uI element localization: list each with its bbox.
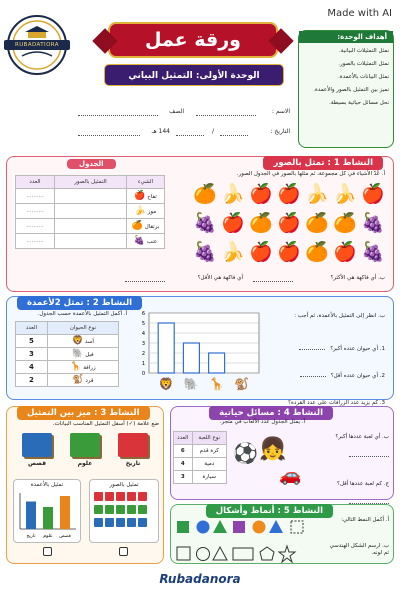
animal-table-header-count: العدد (16, 322, 48, 335)
bar-representation-box (13, 479, 81, 543)
animal-icon: 🦁 (71, 336, 84, 346)
name-label: الاسم : (271, 108, 290, 115)
student-info (60, 104, 290, 144)
activity1-title: النشاط 1 : تمثل بالصور (263, 156, 383, 170)
activity3-instruction: ضع علامة (✓) أسفل التمثيل المناسب البيانات. (52, 421, 159, 427)
fruit-picture: 🍊 (305, 241, 329, 263)
fruit-picture: 🍊 (193, 183, 217, 205)
animal-table-header-type: نوع الحيوان (47, 322, 118, 335)
mini-book-icon (127, 492, 136, 501)
mini-book-icon (138, 505, 147, 514)
fruit-picture: 🍎 (333, 241, 357, 263)
fruit-table-item (127, 189, 165, 204)
fruit-icon: 🍌 (134, 206, 146, 216)
fruit-picture: 🍎 (277, 241, 301, 263)
animal-table-row (16, 348, 119, 361)
picture-representation-title: تمثيل بالصور (109, 482, 139, 488)
chart-animal-icon: 🐘 (183, 377, 199, 391)
toys-table-header-count: العدد (174, 432, 193, 445)
animal-count: 4 (16, 361, 48, 374)
activity5-panel (170, 504, 394, 564)
chart-y-tick: 6 (141, 311, 145, 317)
activity2-answer-field[interactable] (299, 349, 325, 350)
fruit-picture: 🍇 (361, 241, 385, 263)
activity4-intro: أ. يمثل الجدول عدد الألعاب في متجر. (219, 419, 305, 425)
name-field[interactable] (196, 115, 256, 116)
fruit-picture: 🍊 (249, 212, 273, 234)
chart-animal-icon: 🐒 (234, 377, 250, 391)
fruit-picture: 🍊 (333, 212, 357, 234)
mini-bar (26, 502, 36, 530)
mini-picture-row (94, 492, 154, 501)
fruit-name: عنب (146, 239, 158, 245)
answer-most-field[interactable] (253, 281, 293, 282)
fruit-table-item (127, 219, 165, 234)
mini-picture-chart (90, 489, 158, 534)
mini-book-icon (116, 518, 125, 527)
fruit-count-cell[interactable]: .......... (16, 234, 55, 249)
mini-bar-label: علوم (43, 534, 53, 539)
date-label: التاريخ : (270, 128, 290, 135)
chart-y-tick: 5 (141, 321, 145, 327)
activity2-question-text: 3. كم يزيد عدد الزرافات على عدد القردة؟ (288, 400, 385, 406)
activity4-question-text: ب. أي لعبة عددها أكبر؟ (335, 434, 389, 440)
question-most (330, 275, 385, 282)
animal-count: 2 (16, 374, 48, 387)
activity1-panel (6, 156, 394, 292)
activity5-q2: ب. ارسم الشكل الهندسي ثم لونه. (329, 543, 389, 556)
toy-name: كرة قدم (192, 445, 226, 458)
book-label: تاريخ (125, 460, 141, 467)
animal-table-row (16, 335, 119, 348)
toy-name: دمية (192, 458, 226, 471)
chart-y-tick: 3 (141, 341, 145, 347)
book-item (17, 433, 57, 471)
book-icon (70, 433, 100, 457)
animal-cell (47, 374, 118, 387)
draw-triangle[interactable] (213, 547, 227, 560)
fruit-table-header-item: الشيء (127, 176, 165, 189)
fruit-picture: 🍌 (305, 183, 329, 205)
toy-count: 6 (174, 445, 193, 458)
activity3-title: النشاط 3 : ميز بين التمثيل (17, 406, 150, 420)
activity2-question-text: 2. أي حيوان عدده أقل؟ (330, 373, 385, 379)
mini-book-icon (105, 518, 114, 527)
book-item (65, 433, 105, 471)
animal-cell (47, 361, 118, 374)
fruit-name: تفاح (147, 194, 157, 200)
mini-book-icon (94, 505, 103, 514)
draw-circle[interactable] (197, 548, 210, 561)
toys-table-row (174, 445, 227, 458)
chart-y-tick: 4 (141, 331, 145, 337)
mini-bar-label: تاريخ (26, 534, 36, 539)
fruit-count-cell[interactable]: .......... (16, 189, 55, 204)
fruit-table-header-count: العدد (16, 176, 55, 189)
animal-count: 5 (16, 335, 48, 348)
pattern-circle-2 (253, 521, 266, 534)
animal-name: قرد (85, 378, 94, 384)
chart-animal-icon: 🦒 (209, 377, 225, 391)
activity2-instruction: أ. أكمل التمثيل بالأعمدة حسب الجدول. (37, 311, 127, 317)
activity4-answer-field[interactable] (349, 456, 389, 457)
fruit-icon: 🍇 (133, 236, 146, 246)
page-title: ورقة عمل (144, 29, 241, 51)
watermark: Made with AI (327, 8, 392, 19)
fruit-picture: 🍇 (193, 212, 217, 234)
checkbox-bar-representation[interactable] (43, 547, 52, 556)
book-label: قصص (27, 460, 47, 467)
doll-icon: 👧 (259, 437, 287, 462)
draw-square[interactable] (177, 547, 190, 560)
pattern-square-2 (233, 521, 245, 533)
fruit-pictures-cell[interactable] (55, 234, 127, 249)
activity2-answer-field[interactable] (300, 376, 326, 377)
goal-item: نمثل البيانات بالأعمدة. (338, 74, 389, 80)
fruit-picture: 🍊 (305, 212, 329, 234)
activity4-question (307, 423, 389, 461)
fruit-name: برتقال (144, 224, 160, 230)
goal-item: نحل مسائل حياتية بسيطة. (329, 100, 389, 106)
toys-table-row (174, 471, 227, 484)
mini-book-icon (116, 492, 125, 501)
fruit-picture: 🍇 (361, 212, 385, 234)
footer-brand: Rubadanora (159, 572, 241, 586)
animal-table-row (16, 361, 119, 374)
fruit-count-cell[interactable]: .......... (16, 219, 55, 234)
shape-pattern (175, 517, 325, 571)
car-icon: 🚗 (279, 465, 302, 486)
chart-bar[interactable] (209, 353, 225, 373)
bar-representation-title: تمثيل بالأعمدة (30, 482, 64, 488)
animal-cell (47, 348, 118, 361)
mini-book-icon (105, 492, 114, 501)
animal-name: أسد (84, 339, 94, 345)
goals-panel (298, 30, 394, 148)
animal-count: 3 (16, 348, 48, 361)
mini-bar-chart (14, 489, 80, 539)
toy-name: سيارة (192, 471, 226, 484)
date-extra-field[interactable] (78, 135, 140, 136)
mini-book-icon (127, 518, 136, 527)
mini-book-icon (105, 505, 114, 514)
activity2-panel (6, 296, 394, 406)
pattern-triangle-1 (213, 520, 227, 533)
unit-banner: الوحدة الأولى: التمثيل البياني (104, 64, 284, 86)
book-icon (118, 433, 148, 457)
animal-cell (47, 335, 118, 348)
fruit-picture: 🍎 (249, 183, 273, 205)
activity5-title: النشاط 5 : أنماط وأشكال (206, 504, 333, 518)
fruit-pictures-cell[interactable] (55, 204, 127, 219)
activity5-q1: أ. أكمل النمط التالي: (341, 517, 389, 523)
mini-picture-row (94, 505, 154, 514)
chart-animal-icon: 🦁 (158, 377, 174, 391)
toys-table (173, 431, 227, 484)
mini-bar (43, 507, 53, 529)
logo-text: RUBADATIORA (4, 40, 70, 50)
question-most-text: أي فاكهة هي الأكثر؟ (330, 275, 377, 281)
fruit-count-cell[interactable]: .......... (16, 204, 55, 219)
activity4-panel (170, 406, 394, 500)
chart-y-tick: 1 (141, 361, 145, 367)
animal-icon: 🐒 (72, 375, 84, 385)
animal-table-row (16, 374, 119, 387)
mini-picture-row (94, 518, 154, 527)
mini-book-icon (116, 505, 125, 514)
goals-list (303, 48, 389, 113)
toys-table-header-type: نوع اللعبة (192, 432, 226, 445)
draw-rectangle[interactable] (233, 548, 253, 560)
ball-icon: ⚽ (233, 441, 258, 465)
goal-item: نمثل التمثيلات البيانية. (339, 48, 389, 54)
toy-count: 4 (174, 458, 193, 471)
activity3-panel (6, 406, 164, 564)
chart-bar[interactable] (158, 323, 174, 373)
animal-name: زرافة (83, 365, 96, 371)
fruit-picture: 🍇 (193, 241, 217, 263)
mini-book-icon (138, 518, 147, 527)
chart-y-tick: 2 (141, 351, 145, 357)
books-row (15, 433, 157, 471)
fruit-icon: 🍊 (131, 221, 143, 231)
activity4-question-text: ج. كم لعبة عددها أقل؟ (337, 481, 389, 487)
mini-book-icon (94, 518, 103, 527)
chart-y-tick: 0 (141, 371, 145, 377)
date-separator: / (211, 128, 214, 135)
activity2-questions-intro: ب. انظر إلى التمثيل بالأعمدة، ثم أجب : (294, 313, 385, 319)
pattern-square-1 (177, 521, 189, 533)
question-least-text: أي فاكهة هي الأقل؟ (197, 275, 243, 281)
toys-table-row (174, 458, 227, 471)
activity4-question (307, 470, 389, 508)
activity1-table-title: الجدول (67, 159, 116, 169)
activity1-instruction: أ. عُدّ الأشياء في كل مجموعة، ثم مثلها بالصور في الجدول الصور. (236, 171, 385, 177)
fruit-picture: 🍌 (221, 241, 245, 263)
fruit-pictures-cell[interactable] (55, 219, 127, 234)
fruit-picture: 🍎 (249, 241, 273, 263)
picture-representation-box (89, 479, 159, 543)
fruit-table-row (16, 204, 165, 219)
book-item (113, 433, 153, 471)
answer-least-field[interactable] (125, 281, 165, 282)
pattern-circle-1 (197, 521, 210, 534)
chart-bar[interactable] (183, 343, 199, 373)
activity2-question (275, 362, 385, 381)
mini-bar-label: قصص (59, 534, 71, 539)
logo (6, 14, 68, 76)
fruit-picture: 🍌 (333, 183, 357, 205)
pattern-triangle-2 (269, 520, 283, 533)
fruit-table-item (127, 234, 165, 249)
mini-book-icon (138, 492, 147, 501)
class-field[interactable] (78, 115, 158, 116)
mini-bar (60, 496, 70, 529)
fruit-name: موز (147, 209, 157, 215)
pattern-blank-1[interactable] (291, 521, 303, 533)
draw-star[interactable] (279, 546, 295, 562)
date-day-field[interactable] (220, 135, 248, 136)
animal-table (15, 321, 119, 387)
animal-name: فيل (85, 352, 94, 358)
animal-bar-chart (133, 303, 273, 395)
fruit-table-row (16, 189, 165, 204)
date-month-field[interactable] (176, 135, 204, 136)
fruit-picture: 🍌 (221, 183, 245, 205)
fruit-table-header-pictures: التمثيل بالصور (55, 176, 127, 189)
book-icon (22, 433, 52, 457)
class-label: الصف (169, 108, 184, 115)
animal-icon: 🐘 (72, 349, 84, 359)
animal-icon: 🦒 (70, 362, 82, 372)
fruit-picture: 🍎 (361, 183, 385, 205)
fruit-picture: 🍎 (277, 183, 301, 205)
activity2-question (275, 335, 385, 354)
mini-book-icon (94, 492, 103, 501)
fruit-table-row (16, 219, 165, 234)
activity2-question-text: 1. أي حيوان عدده أكبر؟ (330, 346, 385, 352)
fruit-pictures-cell[interactable] (55, 189, 127, 204)
activity4-title: النشاط 4 : مسائل حياتية (209, 406, 333, 420)
draw-pentagon[interactable] (260, 547, 274, 560)
goal-item: نمثل التمثيلات بالصور. (338, 61, 389, 67)
fruit-picture: 🍎 (221, 212, 245, 234)
checkbox-picture-representation[interactable] (119, 547, 128, 556)
fruit-table-item (127, 204, 165, 219)
fruit-picture: 🍎 (277, 212, 301, 234)
fruit-picture-grid (185, 183, 385, 269)
activity2-title: النشاط 2 : تمثل 2لأعمدة (17, 296, 142, 310)
fruit-icon: 🍎 (134, 191, 146, 201)
book-label: علوم (77, 460, 93, 467)
question-most-label: ب. (378, 275, 385, 281)
date-year: 144 هـ (151, 128, 170, 135)
goals-title: أهداف الوحدة: (299, 31, 393, 43)
goal-item: نميز بين التمثيل بالصور والأعمدة. (313, 87, 389, 93)
fruit-table-row (16, 234, 165, 249)
fruit-table (15, 175, 165, 249)
mini-book-icon (127, 505, 136, 514)
toy-count: 3 (174, 471, 193, 484)
